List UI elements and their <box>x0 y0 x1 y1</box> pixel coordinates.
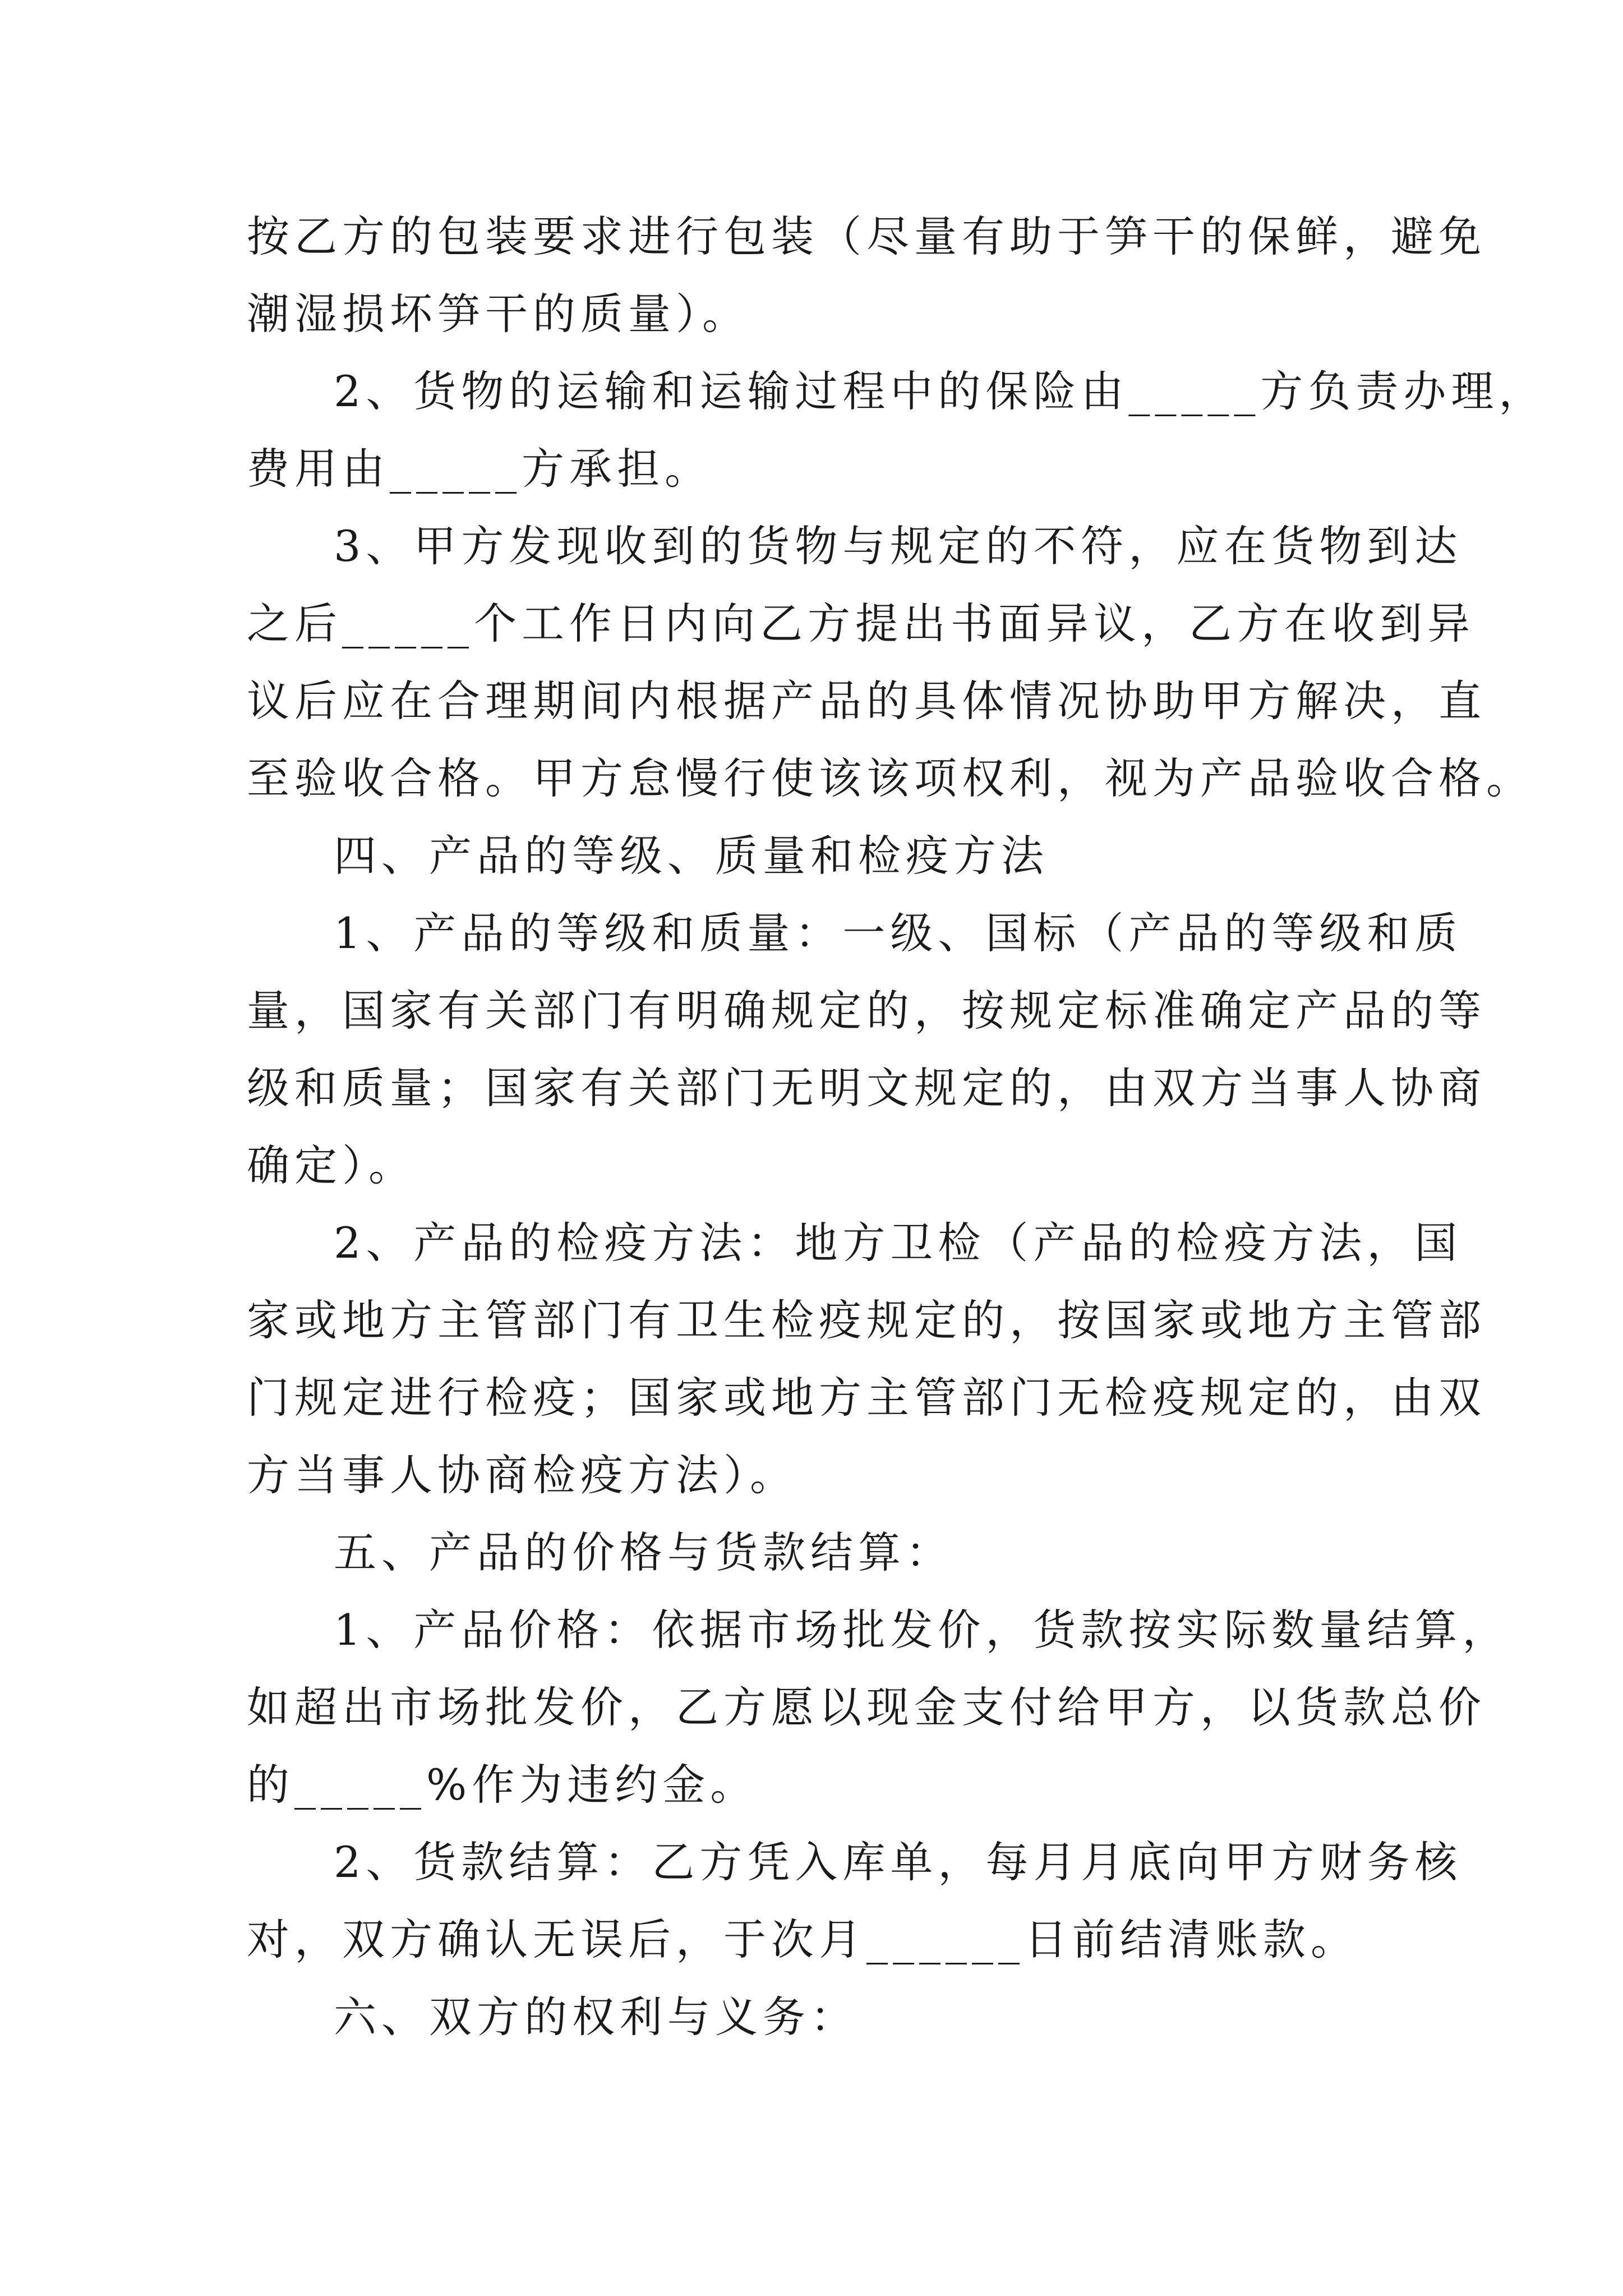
text-line: 量，国家有关部门有明确规定的，按规定标准确定产品的等 <box>247 986 1486 1036</box>
text-line: 的_____%作为违约金。 <box>247 1760 758 1810</box>
text-line: 至验收合格。甲方怠慢行使该该项权利，视为产品验收合格。 <box>247 753 1534 803</box>
text-line: 级和质量；国家有关部门无明文规定的，由双方当事人协商 <box>247 1063 1486 1113</box>
text-line: 2、货物的运输和运输过程中的保险由_____方负责办理， <box>334 366 1547 416</box>
text-line: 1、产品的等级和质量：一级、国标（产品的等级和质 <box>334 908 1463 958</box>
text-line: 对，双方确认无误后，于次月______日前结清账款。 <box>247 1915 1358 1964</box>
text-line: 之后_____个工作日内向乙方提出书面异议，乙方在收到异 <box>247 599 1475 648</box>
text-line: 1、产品价格：依据市场批发价，货款按实际数量结算， <box>334 1605 1510 1655</box>
text-line: 2、货款结算：乙方凭入库单，每月月底向甲方财务核 <box>334 1837 1463 1887</box>
text-line: 家或地方主管部门有卫生检疫规定的，按国家或地方主管部 <box>247 1295 1486 1345</box>
text-line: 确定）。 <box>247 1140 416 1190</box>
text-line: 如超出市场批发价，乙方愿以现金支付给甲方，以货款总价 <box>247 1682 1486 1732</box>
text-line: 方当事人协商检疫方法）。 <box>247 1450 797 1500</box>
text-line: 潮湿损坏笋干的质量）。 <box>247 289 750 339</box>
text-line: 门规定进行检疫；国家或地方主管部门无检疫规定的，由双 <box>247 1373 1486 1423</box>
section-heading: 六、双方的权利与义务： <box>334 1992 858 2042</box>
text-line: 2、产品的检疫方法：地方卫检（产品的检疫方法，国 <box>334 1218 1463 1268</box>
text-line: 议后应在合理期间内根据产品的具体情况协助甲方解决，直 <box>247 676 1486 726</box>
section-heading: 四、产品的等级、质量和检疫方法 <box>334 831 1049 881</box>
text-line: 按乙方的包装要求进行包装（尽量有助于笋干的保鲜，避免 <box>247 211 1486 261</box>
text-line: 费用由_____方承担。 <box>247 444 712 494</box>
section-heading: 五、产品的价格与货款结算： <box>334 1527 953 1577</box>
text-line: 3、甲方发现收到的货物与规定的不符，应在货物到达 <box>334 521 1463 571</box>
